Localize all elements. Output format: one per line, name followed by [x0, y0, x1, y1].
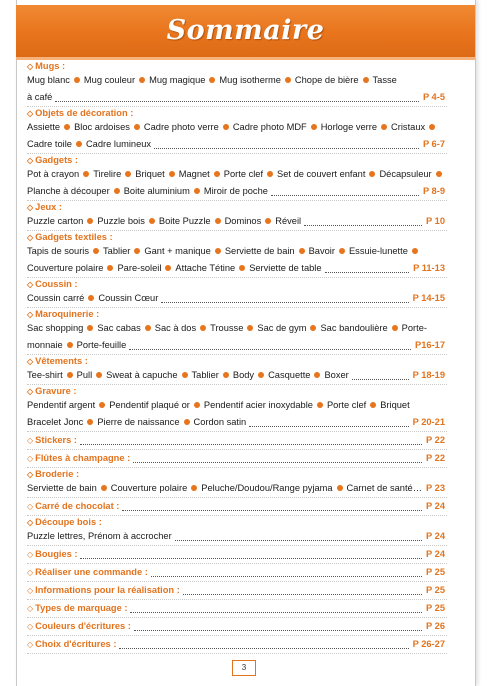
- bullet-dot-icon: [258, 372, 264, 378]
- toc-page-number[interactable]: P 6-7: [421, 136, 445, 153]
- diamond-icon: ◇: [27, 622, 34, 631]
- toc-page-number: P 22: [424, 432, 445, 449]
- toc-leader: [129, 349, 411, 350]
- toc-heading: Couleurs d'écritures :: [35, 621, 131, 631]
- bullet-dot-icon: [209, 77, 215, 83]
- toc-leader: [249, 426, 409, 427]
- toc-section: [27, 468, 447, 498]
- toc-heading: Maroquinerie :: [35, 309, 100, 319]
- toc-item[interactable]: Mug magique: [149, 75, 206, 85]
- toc-item[interactable]: Trousse: [210, 323, 244, 333]
- toc-heading: Objets de décoration :: [35, 108, 134, 118]
- toc-leader: [122, 510, 422, 511]
- toc-section: [27, 618, 447, 636]
- bullet-dot-icon: [67, 342, 73, 348]
- toc-heading-row[interactable]: [27, 546, 447, 563]
- toc-item[interactable]: Boite aluminium: [123, 186, 190, 196]
- toc-item[interactable]: Bavoir: [308, 246, 335, 256]
- toc-item[interactable]: monnaie: [27, 340, 63, 350]
- bullet-dot-icon: [125, 171, 131, 177]
- toc-item[interactable]: Coussin Cœur: [98, 293, 159, 303]
- diamond-icon: ◇: [27, 604, 34, 613]
- diamond-icon: ◇: [27, 518, 34, 527]
- toc-item[interactable]: Décapsuleur: [379, 169, 432, 179]
- toc-item[interactable]: Sac shopping: [27, 323, 84, 333]
- toc-items: [27, 263, 322, 273]
- bullet-dot-icon: [429, 124, 435, 130]
- toc-items: [27, 417, 246, 427]
- toc-item[interactable]: Tablier: [191, 370, 219, 380]
- bullet-dot-icon: [87, 218, 93, 224]
- toc-section: [27, 308, 447, 355]
- toc-page-number[interactable]: P 8-9: [421, 183, 445, 200]
- toc-item[interactable]: Set de couvert enfant: [277, 169, 366, 179]
- toc-section: [27, 385, 447, 432]
- toc-section: [27, 546, 447, 564]
- toc-items: [27, 246, 422, 256]
- bullet-dot-icon: [87, 325, 93, 331]
- toc-heading: Stickers :: [35, 435, 78, 445]
- toc-leader: [183, 594, 422, 595]
- bullet-dot-icon: [149, 218, 155, 224]
- toc-heading: Gravure :: [35, 386, 77, 396]
- toc-heading-row[interactable]: [27, 107, 447, 119]
- toc-page-number[interactable]: P 24: [424, 528, 445, 545]
- toc-items: [27, 323, 427, 333]
- toc-items: [27, 340, 126, 350]
- toc-line: [27, 337, 447, 354]
- toc-page-number[interactable]: P 10: [424, 213, 445, 230]
- toc-line: [27, 397, 447, 414]
- bullet-dot-icon: [247, 325, 253, 331]
- toc-item[interactable]: Cadre lumineux: [85, 139, 152, 149]
- diamond-icon: ◇: [27, 568, 34, 577]
- toc-leader: [55, 101, 419, 102]
- bullet-dot-icon: [194, 402, 200, 408]
- bullet-dot-icon: [191, 485, 197, 491]
- toc-section: [27, 582, 447, 600]
- toc-heading-row[interactable]: [27, 355, 447, 367]
- toc-items: [27, 186, 268, 196]
- bullet-dot-icon: [145, 325, 151, 331]
- bullet-dot-icon: [363, 77, 369, 83]
- toc-heading: Choix d'écritures :: [35, 639, 117, 649]
- toc-page-number: P 25: [424, 600, 445, 617]
- toc-item[interactable]: Tirelire: [93, 169, 122, 179]
- bullet-dot-icon: [200, 325, 206, 331]
- toc-leader: [352, 379, 409, 380]
- toc-item[interactable]: Miroir de poche: [203, 186, 268, 196]
- toc-item[interactable]: Boxer: [324, 370, 349, 380]
- toc-page-number: P 24: [424, 498, 445, 515]
- toc-heading-row[interactable]: [27, 450, 447, 467]
- bullet-dot-icon: [381, 124, 387, 130]
- bullet-dot-icon: [392, 325, 398, 331]
- toc-heading-row[interactable]: [27, 231, 447, 243]
- diamond-icon: ◇: [27, 109, 34, 118]
- toc-item[interactable]: Couverture polaire: [110, 483, 188, 493]
- toc-heading: Flûtes à champagne :: [35, 453, 131, 463]
- diamond-icon: ◇: [27, 550, 34, 559]
- toc-section: [27, 278, 447, 308]
- bullet-dot-icon: [107, 265, 113, 271]
- toc-leader: [80, 444, 422, 445]
- toc-heading-row[interactable]: [27, 600, 447, 617]
- bullet-dot-icon: [215, 218, 221, 224]
- page-number: 3: [232, 660, 256, 676]
- toc-item[interactable]: Porte clef: [326, 400, 367, 410]
- toc-item[interactable]: Bloc ardoises: [74, 122, 130, 132]
- bullet-dot-icon: [285, 77, 291, 83]
- toc-line: [27, 183, 447, 200]
- bullet-dot-icon: [76, 141, 82, 147]
- toc-item[interactable]: Sac de gym: [257, 323, 307, 333]
- bullet-dot-icon: [88, 295, 94, 301]
- toc-item[interactable]: Pot à crayon: [27, 169, 80, 179]
- toc-item[interactable]: Briquet: [380, 400, 410, 410]
- toc-item[interactable]: Magnet: [178, 169, 210, 179]
- toc-leader: [130, 612, 422, 613]
- toc-heading: Découpe bois :: [35, 517, 102, 527]
- diamond-icon: ◇: [27, 156, 34, 165]
- toc-item[interactable]: Bracelet Jonc: [27, 417, 84, 427]
- toc-items: [27, 531, 172, 541]
- toc-line: [27, 213, 447, 230]
- toc-item[interactable]: Puzzle bois: [97, 216, 145, 226]
- bullet-dot-icon: [311, 124, 317, 130]
- toc-section: [27, 231, 447, 278]
- toc-line: [27, 166, 447, 183]
- toc-item[interactable]: Serviette de bain: [27, 483, 97, 493]
- toc-items: [27, 139, 151, 149]
- toc-heading: Informations pour la réalisation :: [35, 585, 180, 595]
- toc-line: [27, 290, 447, 307]
- toc-item[interactable]: Attache Tétine: [175, 263, 236, 273]
- toc-item[interactable]: Cordon satin: [193, 417, 247, 427]
- bullet-dot-icon: [215, 248, 221, 254]
- bullet-dot-icon: [369, 171, 375, 177]
- toc-section: [27, 600, 447, 618]
- toc-leader: [134, 630, 422, 631]
- toc-item[interactable]: Casquette: [268, 370, 311, 380]
- bullet-dot-icon: [337, 485, 343, 491]
- toc-items: [27, 483, 422, 493]
- diamond-icon: ◇: [27, 387, 34, 396]
- toc-item[interactable]: Assiette: [27, 122, 61, 132]
- bullet-dot-icon: [194, 188, 200, 194]
- toc-line: [27, 89, 447, 106]
- toc-section: [27, 154, 447, 201]
- toc-section: [27, 432, 447, 450]
- toc-item[interactable]: Sac cabas: [97, 323, 141, 333]
- bullet-dot-icon: [67, 372, 73, 378]
- toc-heading: Coussin :: [35, 279, 78, 289]
- bullet-dot-icon: [184, 419, 190, 425]
- diamond-icon: ◇: [27, 586, 34, 595]
- toc-heading-row[interactable]: [27, 468, 447, 480]
- toc-line: [27, 528, 447, 545]
- bullet-dot-icon: [99, 402, 105, 408]
- toc-page-number[interactable]: P 11-13: [411, 260, 445, 277]
- bullet-dot-icon: [370, 402, 376, 408]
- toc-leader: [133, 462, 422, 463]
- bullet-dot-icon: [267, 171, 273, 177]
- toc-leader: [304, 225, 422, 226]
- toc-item[interactable]: Porte-: [401, 323, 427, 333]
- toc-heading-row[interactable]: [27, 618, 447, 635]
- toc-item[interactable]: Dominos: [224, 216, 262, 226]
- toc-heading-row[interactable]: [27, 432, 447, 449]
- toc-leader: [119, 648, 409, 649]
- toc-page-number[interactable]: P 18-19: [411, 367, 445, 384]
- bullet-dot-icon: [265, 218, 271, 224]
- bullet-dot-icon: [339, 248, 345, 254]
- toc-section: [27, 636, 447, 654]
- toc-item[interactable]: Réveil: [275, 216, 302, 226]
- toc-heading-row[interactable]: [27, 385, 447, 397]
- toc-item[interactable]: Briquet: [135, 169, 165, 179]
- toc-page-number: P 25: [424, 582, 445, 599]
- toc-items: [27, 75, 397, 85]
- toc-leader: [161, 302, 409, 303]
- bullet-dot-icon: [223, 372, 229, 378]
- toc-item[interactable]: Couverture polaire: [27, 263, 104, 273]
- toc-heading: Mugs :: [35, 61, 66, 71]
- toc-item[interactable]: à café: [27, 92, 53, 102]
- toc-items: [27, 370, 349, 380]
- toc-item[interactable]: Body: [232, 370, 255, 380]
- toc-heading-row[interactable]: [27, 308, 447, 320]
- toc-line: [27, 136, 447, 153]
- toc-item[interactable]: Horloge verre: [320, 122, 378, 132]
- toc-page-number: P 26-27: [411, 636, 445, 653]
- toc-page-number[interactable]: P 4-5: [421, 89, 445, 106]
- toc-heading: Types de marquage :: [35, 603, 128, 613]
- toc-line: [27, 243, 447, 260]
- bullet-dot-icon: [134, 248, 140, 254]
- toc-leader: [325, 272, 409, 273]
- toc-item[interactable]: Tablier: [103, 246, 131, 256]
- bullet-dot-icon: [165, 265, 171, 271]
- toc-heading-row[interactable]: [27, 278, 447, 290]
- toc-item[interactable]: Cadre photo verre: [143, 122, 219, 132]
- bullet-dot-icon: [64, 124, 70, 130]
- toc-items: [27, 169, 446, 179]
- diamond-icon: ◇: [27, 640, 34, 649]
- diamond-icon: ◇: [27, 470, 34, 479]
- toc-heading-row[interactable]: [27, 516, 447, 528]
- toc-leader: [80, 558, 422, 559]
- toc-heading: Bougies :: [35, 549, 78, 559]
- toc-item[interactable]: Planche à découper: [27, 186, 110, 196]
- bullet-dot-icon: [114, 188, 120, 194]
- bullet-dot-icon: [96, 372, 102, 378]
- toc-page-number[interactable]: P16-17: [413, 337, 445, 354]
- toc-items: [27, 293, 158, 303]
- toc-page-number: P 24: [424, 546, 445, 563]
- toc-heading-row[interactable]: [27, 636, 447, 653]
- toc-heading: Gadgets textiles :: [35, 232, 113, 242]
- toc-section: [27, 498, 447, 516]
- toc-section: [27, 355, 447, 385]
- toc-line: [27, 72, 447, 89]
- toc-page-number: P 26: [424, 618, 445, 635]
- bullet-dot-icon: [134, 124, 140, 130]
- toc-section: [27, 516, 447, 546]
- bullet-dot-icon: [101, 485, 107, 491]
- toc-item[interactable]: Pierre de naissance: [97, 417, 180, 427]
- toc-item[interactable]: Puzzle carton: [27, 216, 84, 226]
- diamond-icon: ◇: [27, 454, 34, 463]
- bullet-dot-icon: [239, 265, 245, 271]
- toc-item[interactable]: Sweat à capuche: [106, 370, 178, 380]
- toc-page-number[interactable]: P 23: [424, 480, 445, 497]
- toc-item[interactable]: Essuie-lunette: [348, 246, 408, 256]
- toc-item[interactable]: Pare-soleil: [117, 263, 162, 273]
- toc-section: [27, 60, 447, 107]
- toc-item[interactable]: Cadre photo MDF: [232, 122, 307, 132]
- toc-item[interactable]: Peluche/Doudou/Range pyjama: [201, 483, 333, 493]
- toc-item[interactable]: Cristaux: [391, 122, 426, 132]
- toc-item[interactable]: Cadre toile: [27, 139, 72, 149]
- toc-heading: Réaliser une commande :: [35, 567, 148, 577]
- toc-line: [27, 480, 447, 497]
- bullet-dot-icon: [310, 325, 316, 331]
- toc-item[interactable]: Pendentif plaqué or: [109, 400, 190, 410]
- toc-page-number: P 25: [424, 564, 445, 581]
- toc-line: [27, 414, 447, 431]
- diamond-icon: ◇: [27, 203, 34, 212]
- toc-item[interactable]: Porte clef: [223, 169, 264, 179]
- diamond-icon: ◇: [27, 233, 34, 242]
- toc-items: [27, 216, 301, 226]
- bullet-dot-icon: [182, 372, 188, 378]
- bullet-dot-icon: [83, 171, 89, 177]
- toc-item[interactable]: Pendentif argent: [27, 400, 96, 410]
- toc-item[interactable]: Puzzle lettres, Prénom à accrocher: [27, 531, 172, 541]
- toc-item[interactable]: Tapis de souris: [27, 246, 90, 256]
- toc-leader: [154, 148, 419, 149]
- page-title: Sommaire: [166, 15, 325, 46]
- toc-item[interactable]: Carnet de santé…: [346, 483, 422, 493]
- bullet-dot-icon: [93, 248, 99, 254]
- toc-item[interactable]: Sac à dos: [154, 323, 197, 333]
- title-banner: [16, 5, 475, 60]
- toc-section: [27, 107, 447, 154]
- diamond-icon: ◇: [27, 436, 34, 445]
- toc-item[interactable]: Sac bandoulière: [320, 323, 388, 333]
- bullet-dot-icon: [436, 171, 442, 177]
- toc-item[interactable]: Tasse: [372, 75, 397, 85]
- toc-heading: Carré de chocolat :: [35, 501, 120, 511]
- toc-heading-row[interactable]: [27, 60, 447, 72]
- toc-heading: Gadgets :: [35, 155, 79, 165]
- bullet-dot-icon: [87, 419, 93, 425]
- toc-item[interactable]: Pendentif acier inoxydable: [203, 400, 313, 410]
- diamond-icon: ◇: [27, 357, 34, 366]
- toc-heading-row[interactable]: [27, 582, 447, 599]
- diamond-icon: ◇: [27, 502, 34, 511]
- toc-item[interactable]: Coussin carré: [27, 293, 85, 303]
- toc-section: [27, 450, 447, 468]
- toc-heading: Vêtements :: [35, 356, 88, 366]
- toc-section: [27, 201, 447, 231]
- toc-items: [27, 92, 52, 102]
- toc-item[interactable]: Chope de bière: [294, 75, 359, 85]
- toc-leader: [271, 195, 419, 196]
- toc-line: [27, 367, 447, 384]
- toc-page-number[interactable]: P 14-15: [411, 290, 445, 307]
- toc-page-number[interactable]: P 20-21: [411, 414, 445, 431]
- bullet-dot-icon: [214, 171, 220, 177]
- toc-heading-row[interactable]: [27, 564, 447, 581]
- toc-leader: [151, 576, 422, 577]
- toc-item[interactable]: Serviette de bain: [224, 246, 295, 256]
- bullet-dot-icon: [139, 77, 145, 83]
- toc-items: [27, 400, 410, 410]
- bullet-dot-icon: [314, 372, 320, 378]
- table-of-contents: [27, 60, 447, 654]
- toc-item[interactable]: Mug blanc: [27, 75, 70, 85]
- bullet-dot-icon: [169, 171, 175, 177]
- toc-heading: Broderie :: [35, 469, 80, 479]
- diamond-icon: ◇: [27, 280, 34, 289]
- toc-line: [27, 320, 447, 337]
- bullet-dot-icon: [299, 248, 305, 254]
- toc-heading-row[interactable]: [27, 154, 447, 166]
- bullet-dot-icon: [317, 402, 323, 408]
- toc-leader: [175, 540, 422, 541]
- toc-line: [27, 260, 447, 277]
- toc-line: [27, 119, 447, 136]
- bullet-dot-icon: [412, 248, 418, 254]
- diamond-icon: ◇: [27, 62, 34, 71]
- toc-item[interactable]: Serviette de table: [249, 263, 322, 273]
- toc-item[interactable]: Porte-feuille: [76, 340, 127, 350]
- toc-heading-row[interactable]: [27, 498, 447, 515]
- toc-item[interactable]: Pull: [76, 370, 93, 380]
- toc-heading: Jeux :: [35, 202, 63, 212]
- toc-heading-row[interactable]: [27, 201, 447, 213]
- toc-item[interactable]: Boite Puzzle: [158, 216, 211, 226]
- bullet-dot-icon: [223, 124, 229, 130]
- bullet-dot-icon: [74, 77, 80, 83]
- toc-section: [27, 564, 447, 582]
- toc-item[interactable]: Tee-shirt: [27, 370, 63, 380]
- diamond-icon: ◇: [27, 310, 34, 319]
- toc-page-number: P 22: [424, 450, 445, 467]
- toc-item[interactable]: Mug isotherme: [219, 75, 281, 85]
- toc-item[interactable]: Mug couleur: [83, 75, 136, 85]
- toc-item[interactable]: Gant + manique: [144, 246, 211, 256]
- toc-items: [27, 122, 439, 132]
